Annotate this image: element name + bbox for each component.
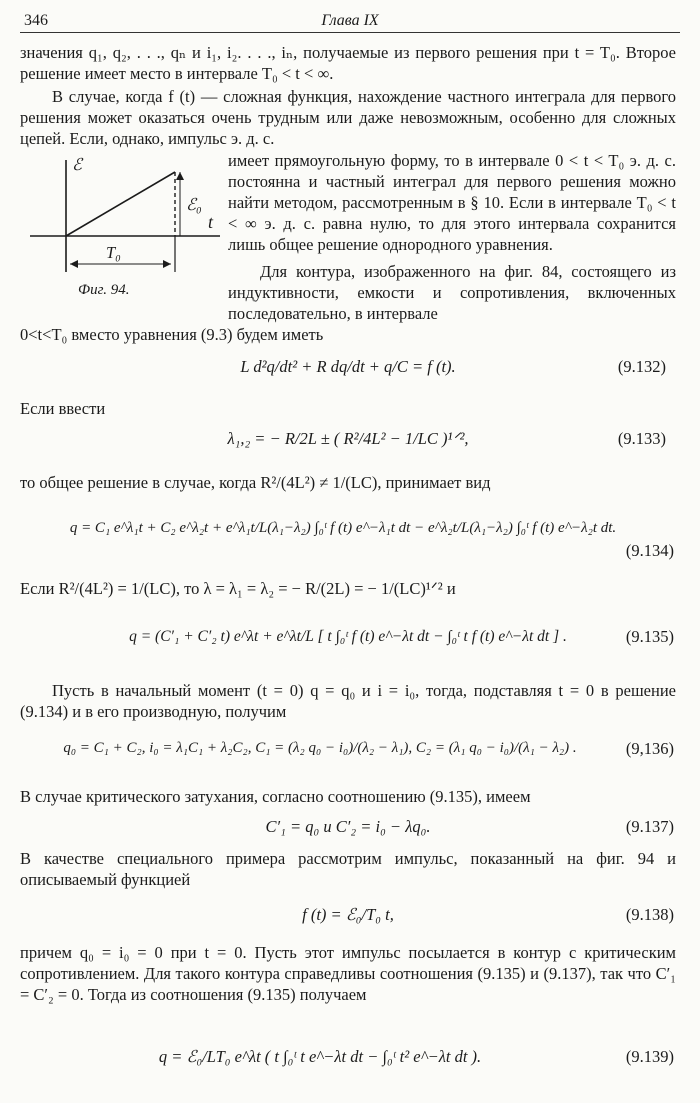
page-number: 346 (24, 12, 48, 29)
equation-9-133 (20, 428, 676, 449)
paragraph-4: Для контура, изображенного на фиг. 84, состоящего из индуктивности, емкости и сопротивления, включенных последовательно, в интервале (228, 262, 676, 323)
paragraph-7: Если R²/(4L²) = 1/(LC), то λ = λ₁ = λ₂ = − R/(2L) = − 1/(LC)¹ᐟ² и (20, 579, 456, 598)
equation-9-133-body: λ₁,₂ = − R/2L ± ( R²/4L² − 1/LC )¹ᐟ², (227, 429, 469, 448)
equation-9-134-number: (9.134) (625, 541, 674, 560)
figure-axis-label-e: ℰ (72, 155, 82, 174)
paragraph-5: Если ввести (20, 399, 106, 418)
equation-9-132-number: (9.132) (617, 357, 666, 376)
equation-9-139 (20, 1046, 620, 1067)
equation-9-137-number: (9.137) (625, 817, 674, 836)
paragraph-8: Пусть в начальный момент (t = 0) q = q₀ и i = i₀, тогда, подставляя t = 0 в решение (9.134) и в его производную, получим (20, 681, 676, 721)
paragraph-11: причем q₀ = i₀ = 0 при t = 0. Пусть этот импульс посылается в контур с критическим сопротивлением. Для такого контура справедливы соотношения (9.135) и (9.137), так что C′₁ = C′₂ = 0. Тогда из соотношения (9.135) получаем (20, 943, 676, 1004)
paragraph-2: В случае, когда f (t) — сложная функция, нахождение частного интеграла для первого решения может оказаться очень трудным или даже невозможным, особенно для сложных цепей. Если, однако, импульс э. д. с. (20, 87, 676, 148)
running-head: Глава IX (321, 12, 379, 29)
equation-9-135-number: (9.135) (625, 627, 674, 646)
equation-9-137-body: C′₁ = q₀ и C′₂ = i₀ − λq₀. (265, 817, 431, 836)
equation-9-134 (10, 518, 676, 539)
figure-axis-label-t: t (208, 212, 214, 232)
equation-9-138 (20, 904, 676, 925)
equation-9-133-number: (9.133) (617, 429, 666, 448)
paragraph-1: значения q₁, q₂, . . ., qₙ и i₁, i₂. . . ., iₙ, получаемые из первого решения при t = T₀. Второе решение имеет место в интервале T₀ < t < ∞. (20, 43, 676, 83)
equation-9-139-body: q = ℰ₀/LT₀ e^λt ( t ∫₀ᵗ t e^−λt dt − ∫₀ᵗ t² e^−λt dt ). (158, 1047, 482, 1066)
paragraph-10: В качестве специального примера рассмотрим импульс, показанный на фиг. 94 и описываемый функцией (20, 849, 676, 889)
page-header (20, 6, 680, 33)
figure-94-graph (20, 150, 230, 285)
equation-9-136 (20, 738, 620, 759)
paragraph-9: В случае критического затухания, согласно соотношению (9.135), имеем (20, 787, 531, 806)
figure-caption: Фиг. 94. (78, 282, 130, 298)
equation-9-137 (20, 816, 676, 837)
paragraph-4-continuation: 0<t<T₀ вместо уравнения (9.3) будем иметь (20, 325, 324, 344)
equation-9-132-body: L d²q/dt² + R dq/dt + q/C = f (t). (240, 357, 456, 376)
equation-9-135-body: q = (C′₁ + C′₂ t) e^λt + e^λt/L [ t ∫₀ᵗ f (t) e^−λt dt − ∫₀ᵗ t f (t) e^−λt dt ] . (129, 628, 567, 645)
equation-9-135 (20, 626, 676, 647)
equation-9-138-body: f (t) = ℰ₀/T₀ t, (302, 905, 394, 924)
equation-9-134-body: q = C₁ e^λ₁t + C₂ e^λ₂t + e^λ₁t/L(λ₁−λ₂) ∫₀ᵗ f (t) e^−λ₁t dt − e^λ₂t/L(λ₁−λ₂) ∫₀ᵗ f (t) e^−λ₂t dt. (69, 520, 617, 536)
equation-9-138-number: (9.138) (625, 905, 674, 924)
figure-label-t0: T₀ (106, 243, 121, 262)
equation-9-136-body: q₀ = C₁ + C₂, i₀ = λ₁C₁ + λ₂C₂, C₁ = (λ₂ q₀ − i₀)/(λ₂ − λ₁), C₂ = (λ₁ q₀ − i₀)/(λ₁ − λ₂) . (63, 740, 577, 756)
figure-label-e0: ℰ₀ (186, 195, 202, 214)
equation-9-139-number: (9.139) (625, 1047, 674, 1066)
figure-94 (20, 150, 230, 310)
equation-9-136-number: (9,136) (625, 739, 674, 758)
paragraph-3: имеет прямоугольную форму, то в интервале 0 < t < T₀ э. д. с. постоянна и частный интеграл для первого решения можно найти методом, рассмотренным в § 10. Если в интервале T₀ < t < ∞ э. д. с. равна нулю, то для этого интервала сохранится лишь общее решение однородного уравнения. (228, 151, 676, 254)
paragraph-6: то общее решение в случае, когда R²/(4L²) ≠ 1/(LC), принимает вид (20, 473, 491, 492)
equation-9-132 (20, 356, 676, 377)
